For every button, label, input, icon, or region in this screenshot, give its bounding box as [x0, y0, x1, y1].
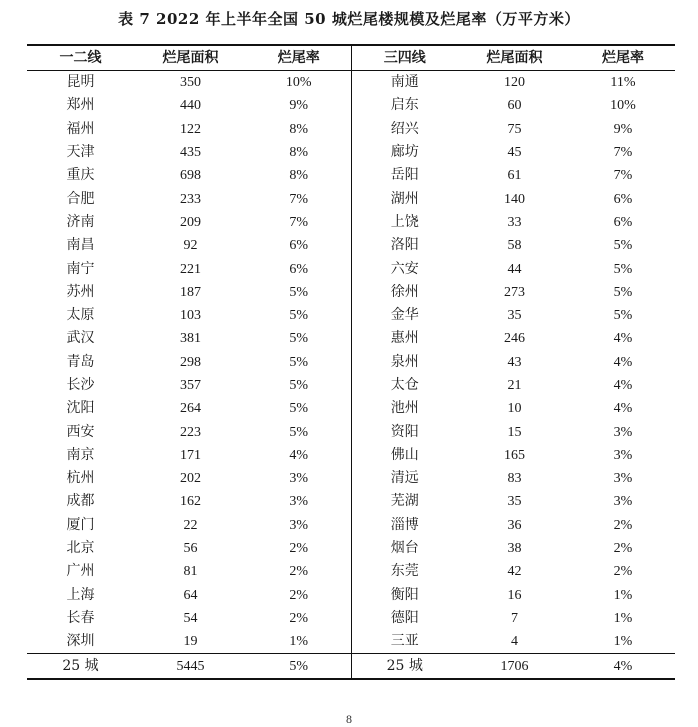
- cell-area-12: 103: [180, 308, 201, 324]
- cell-rate-34: 10%: [610, 98, 636, 114]
- cell-area-12: 381: [180, 331, 201, 347]
- cell-rate-12: 5%: [289, 284, 309, 300]
- cell-rate-34: 5%: [613, 238, 633, 254]
- cell-city-12: 苏州: [66, 283, 95, 300]
- cell-city-12: 济南: [66, 213, 95, 230]
- cell-rate-34: 4%: [613, 401, 633, 417]
- cell-area-12: 264: [180, 401, 201, 417]
- cell-city-12: 长春: [66, 609, 95, 626]
- cell-rate-34: 11%: [610, 75, 636, 91]
- cell-area-12: 64: [183, 587, 198, 603]
- cell-rate-34: 4%: [613, 378, 633, 393]
- page-number: 8: [346, 712, 352, 726]
- cell-city-34: 三亚: [351, 630, 458, 654]
- table-row: [27, 467, 675, 490]
- cell-rate-34: 2%: [613, 541, 633, 557]
- header-tier12: 一二线: [27, 45, 134, 71]
- cell-city-12: 重庆: [66, 167, 95, 184]
- table-row: [27, 351, 675, 374]
- cell-area-12: 81: [183, 564, 198, 580]
- table-row: [27, 607, 675, 630]
- cell-area-12: 22: [183, 517, 198, 533]
- cell-rate-12: 6%: [289, 261, 309, 277]
- cell-rate-12: 3%: [289, 494, 309, 510]
- data-table: [27, 44, 675, 680]
- cell-city-34: 资阳: [351, 420, 458, 443]
- cell-rate-12: 1%: [289, 634, 309, 650]
- cell-city-34: 岳阳: [351, 164, 458, 187]
- table-row: [27, 630, 675, 654]
- cell-rate-34: 5%: [613, 261, 633, 277]
- cell-city-34: 洛阳: [351, 234, 458, 257]
- cell-city-12: 太原: [66, 307, 95, 324]
- cell-rate-34: 4%: [613, 354, 633, 370]
- table-row: [27, 164, 675, 187]
- cell-rate-34: 7%: [613, 145, 633, 161]
- table-row: [27, 71, 675, 95]
- cell-city-12: 杭州: [66, 470, 95, 487]
- cell-area-34: 165: [504, 447, 525, 463]
- cell-area-34: 75: [507, 121, 522, 137]
- cell-area-34: 15: [507, 424, 522, 440]
- cell-city-34: 绍兴: [351, 118, 458, 141]
- cell-rate-34: 5%: [613, 308, 633, 324]
- cell-area-34: 38: [507, 541, 522, 557]
- cell-city-34: 德阳: [351, 607, 458, 630]
- cell-area-12: 435: [180, 145, 201, 161]
- cell-rate-34: 6%: [613, 214, 633, 230]
- cell-city-12: 沈阳: [66, 400, 95, 417]
- cell-area-34: 273: [504, 284, 525, 300]
- cell-city-12: 福州: [66, 120, 95, 137]
- total-rate-34: 4%: [571, 654, 675, 679]
- cell-rate-12: 2%: [289, 587, 309, 603]
- cell-rate-34: 4%: [613, 331, 633, 347]
- cell-city-34: 湖州: [351, 187, 458, 210]
- table-row: [27, 94, 675, 117]
- cell-area-12: 209: [180, 214, 201, 230]
- cell-rate-12: 8%: [289, 168, 309, 184]
- total-label-34: 25 城: [351, 654, 458, 679]
- cell-rate-12: 8%: [289, 121, 309, 137]
- header-rate-12: 烂尾率: [247, 45, 351, 71]
- cell-area-12: 223: [180, 424, 201, 440]
- cell-city-12: 厦门: [66, 516, 95, 533]
- cell-area-34: 10: [507, 401, 522, 417]
- cell-area-34: 4: [511, 634, 518, 650]
- cell-city-12: 成都: [66, 493, 95, 510]
- cell-city-12: 南京: [66, 446, 95, 463]
- cell-area-12: 298: [180, 354, 201, 370]
- cell-rate-12: 5%: [289, 378, 309, 393]
- cell-area-34: 120: [504, 75, 525, 91]
- cell-rate-34: 3%: [613, 447, 633, 463]
- table-row: [27, 584, 675, 607]
- cell-city-12: 南昌: [66, 237, 95, 254]
- cell-city-12: 广州: [66, 563, 95, 580]
- cell-city-34: 廊坊: [351, 141, 458, 164]
- cell-area-12: 698: [180, 168, 201, 184]
- cell-city-34: 东莞: [351, 560, 458, 583]
- total-area-12: 5445: [134, 654, 247, 679]
- table-row: [27, 304, 675, 327]
- cell-rate-34: 3%: [613, 494, 633, 510]
- cell-city-12: 上海: [66, 586, 95, 603]
- cell-area-34: 83: [507, 471, 522, 487]
- cell-rate-12: 7%: [289, 214, 309, 230]
- cell-area-34: 58: [507, 238, 522, 254]
- cell-rate-12: 6%: [289, 238, 309, 254]
- table-row: [27, 141, 675, 164]
- total-area-34: 1706: [458, 654, 571, 679]
- cell-rate-12: 5%: [289, 331, 309, 347]
- cell-rate-34: 2%: [613, 517, 633, 533]
- cell-rate-34: 5%: [613, 284, 633, 300]
- cell-area-34: 140: [504, 191, 525, 207]
- cell-area-12: 187: [180, 284, 201, 300]
- cell-city-12: 深圳: [66, 633, 95, 650]
- cell-rate-12: 8%: [289, 145, 309, 161]
- cell-area-34: 44: [507, 261, 522, 277]
- table-row: [27, 234, 675, 257]
- cell-rate-12: 4%: [289, 447, 309, 463]
- cell-city-34: 泉州: [351, 351, 458, 374]
- header-rate-34: 烂尾率: [571, 45, 675, 71]
- cell-city-12: 合肥: [66, 190, 95, 207]
- cell-area-12: 162: [180, 494, 201, 510]
- cell-rate-34: 3%: [613, 471, 633, 487]
- cell-rate-12: 10%: [285, 75, 312, 91]
- cell-area-34: 21: [507, 378, 522, 393]
- cell-area-34: 33: [507, 214, 522, 230]
- cell-area-12: 221: [180, 261, 201, 277]
- cell-city-34: 上饶: [351, 211, 458, 234]
- table-row: [27, 397, 675, 420]
- cell-rate-34: 1%: [613, 634, 633, 650]
- header-area-12: 烂尾面积: [134, 45, 247, 71]
- cell-city-34: 金华: [351, 304, 458, 327]
- cell-area-12: 19: [183, 634, 198, 650]
- cell-rate-34: 1%: [613, 610, 633, 626]
- cell-city-12: 昆明: [66, 74, 95, 91]
- cell-area-34: 42: [507, 564, 522, 580]
- cell-area-34: 60: [507, 98, 522, 114]
- table-row: [27, 514, 675, 537]
- cell-city-34: 南通: [351, 71, 458, 95]
- cell-city-34: 衡阳: [351, 584, 458, 607]
- table-row: [27, 560, 675, 583]
- cell-rate-34: 1%: [613, 587, 633, 603]
- cell-city-12: 南宁: [66, 260, 95, 277]
- cell-area-12: 202: [180, 471, 201, 487]
- cell-city-12: 青岛: [66, 353, 95, 370]
- cell-area-12: 56: [183, 541, 198, 557]
- table-row: [27, 444, 675, 467]
- table-row: [27, 490, 675, 513]
- table-body: [27, 71, 675, 654]
- total-rate-12: 5%: [247, 654, 351, 679]
- cell-city-12: 武汉: [66, 330, 95, 347]
- cell-city-34: 六安: [351, 257, 458, 280]
- cell-area-34: 61: [507, 168, 522, 184]
- cell-city-12: 郑州: [66, 97, 95, 114]
- cell-city-34: 池州: [351, 397, 458, 420]
- cell-area-12: 440: [180, 98, 201, 114]
- cell-rate-12: 2%: [289, 564, 309, 580]
- header-tier34: 三四线: [351, 45, 458, 71]
- total-label-12: 25 城: [27, 654, 134, 679]
- cell-city-34: 芜湖: [351, 490, 458, 513]
- cell-area-12: 92: [183, 238, 198, 254]
- cell-area-34: 45: [507, 145, 522, 161]
- cell-city-34: 惠州: [351, 327, 458, 350]
- cell-area-34: 16: [507, 587, 522, 603]
- table-row: [27, 420, 675, 443]
- cell-area-34: 36: [507, 517, 522, 533]
- cell-area-12: 357: [180, 378, 201, 393]
- cell-city-34: 清远: [351, 467, 458, 490]
- cell-area-34: 35: [507, 494, 522, 510]
- cell-city-12: 天津: [66, 144, 95, 161]
- cell-rate-34: 7%: [613, 168, 633, 184]
- cell-area-12: 122: [180, 121, 201, 137]
- cell-city-34: 淄博: [351, 514, 458, 537]
- cell-city-34: 启东: [351, 94, 458, 117]
- cell-area-12: 171: [180, 447, 201, 463]
- cell-rate-12: 5%: [289, 401, 309, 417]
- cell-city-34: 烟台: [351, 537, 458, 560]
- cell-rate-34: 9%: [613, 121, 633, 137]
- cell-city-34: 佛山: [351, 444, 458, 467]
- cell-area-34: 43: [507, 354, 522, 370]
- table-row: [27, 374, 675, 397]
- table-row: [27, 281, 675, 304]
- cell-area-34: 35: [507, 308, 522, 324]
- cell-area-34: 246: [504, 331, 525, 347]
- cell-area-12: 233: [180, 191, 201, 207]
- cell-area-12: 54: [183, 610, 198, 626]
- cell-area-12: 350: [180, 75, 201, 91]
- cell-rate-12: 3%: [289, 471, 309, 487]
- cell-rate-12: 2%: [289, 610, 309, 626]
- cell-city-12: 长沙: [66, 377, 95, 393]
- cell-rate-34: 2%: [613, 564, 633, 580]
- cell-city-12: 西安: [66, 423, 95, 440]
- header-row: [27, 45, 675, 71]
- header-area-34: 烂尾面积: [458, 45, 571, 71]
- table-row: [27, 187, 675, 210]
- cell-rate-12: 3%: [289, 517, 309, 533]
- table-row: [27, 327, 675, 350]
- table-title: 表 7 2022 年上半年全国 50 城烂尾楼规模及烂尾率（万平方米）: [118, 10, 580, 28]
- table-row: [27, 537, 675, 560]
- cell-city-34: 徐州: [351, 281, 458, 304]
- table-row: [27, 211, 675, 234]
- cell-rate-12: 5%: [289, 308, 309, 324]
- cell-city-34: 太仓: [351, 374, 458, 397]
- table-row: [27, 257, 675, 280]
- total-row: [27, 654, 675, 679]
- cell-rate-12: 2%: [289, 541, 309, 557]
- cell-area-34: 7: [511, 610, 518, 626]
- cell-rate-34: 6%: [613, 191, 633, 207]
- cell-rate-12: 7%: [289, 191, 309, 207]
- cell-rate-12: 9%: [289, 98, 309, 114]
- cell-city-12: 北京: [66, 540, 95, 557]
- table-row: [27, 118, 675, 141]
- cell-rate-12: 5%: [289, 424, 309, 440]
- cell-rate-12: 5%: [289, 354, 309, 370]
- cell-rate-34: 3%: [613, 424, 633, 440]
